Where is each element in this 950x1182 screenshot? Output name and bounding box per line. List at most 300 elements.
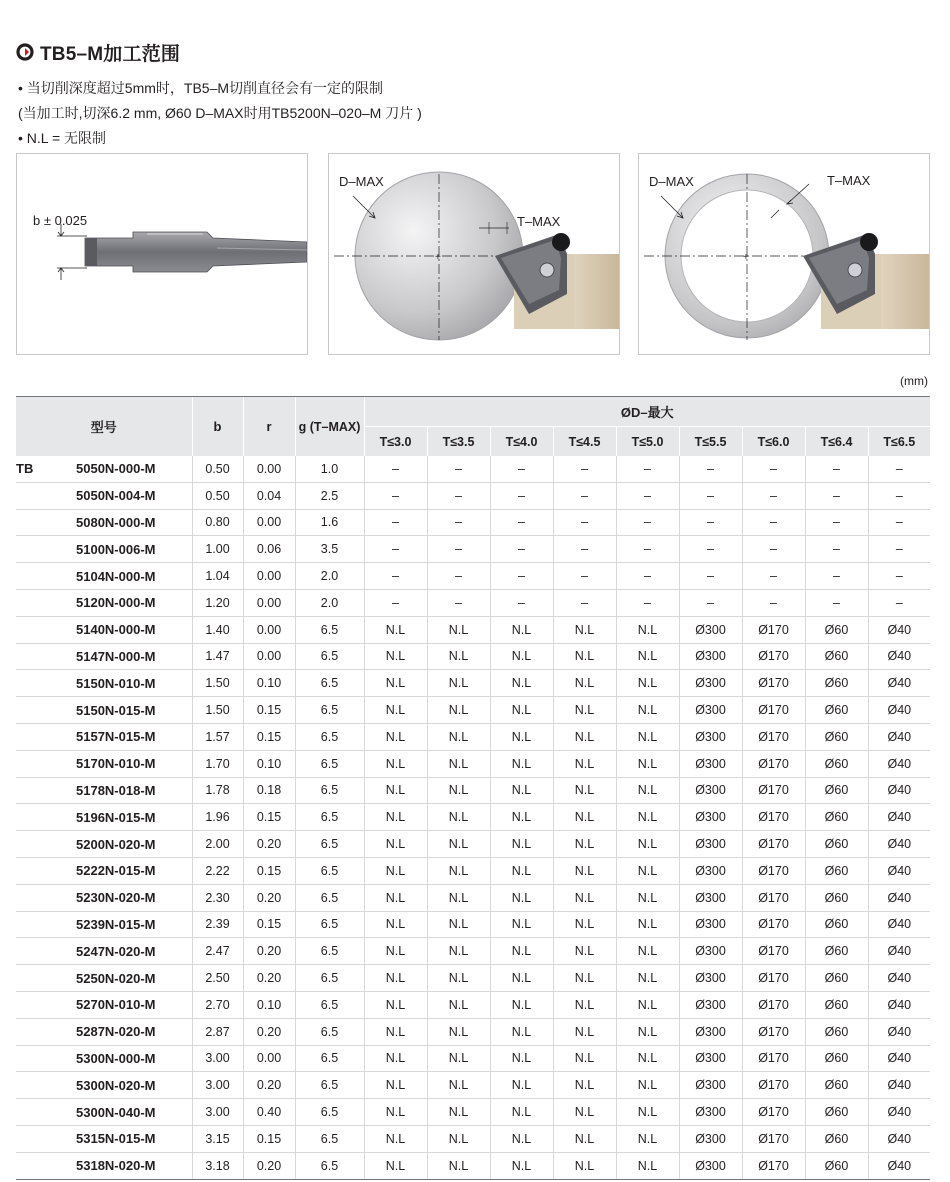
dmax-value-cell: Ø300 bbox=[679, 884, 742, 911]
dmax-value-cell: – bbox=[553, 482, 616, 509]
model-code: 5200N-020-M bbox=[76, 836, 156, 852]
table-row bbox=[16, 482, 930, 509]
dmax-value-cell: Ø60 bbox=[805, 697, 868, 724]
b-value-cell: 2.39 bbox=[192, 911, 243, 938]
dmax-value-cell: Ø60 bbox=[805, 777, 868, 804]
model-code: 5239N-015-M bbox=[76, 916, 156, 932]
dmax-value-cell: – bbox=[868, 589, 930, 616]
b-value-cell: 1.04 bbox=[192, 563, 243, 590]
dmax-value-cell: N.L bbox=[490, 1125, 553, 1152]
model-code-cell bbox=[16, 1072, 192, 1099]
dmax-value-cell: N.L bbox=[427, 1045, 490, 1072]
dmax-value-cell: – bbox=[805, 536, 868, 563]
table-row bbox=[16, 1045, 930, 1072]
dmax-value-cell: Ø300 bbox=[679, 1072, 742, 1099]
r-value-cell: 0.15 bbox=[243, 804, 295, 831]
model-code: 5178N-018-M bbox=[76, 782, 156, 798]
dmax-value-cell: – bbox=[868, 482, 930, 509]
dmax-value-cell: N.L bbox=[553, 777, 616, 804]
b-header: b bbox=[192, 397, 243, 457]
dmax-value-cell: N.L bbox=[427, 1125, 490, 1152]
r-value-cell: 0.40 bbox=[243, 1099, 295, 1126]
table-row bbox=[16, 589, 930, 616]
dmax-value-cell: N.L bbox=[427, 884, 490, 911]
dmax-value-cell: Ø40 bbox=[868, 991, 930, 1018]
g-value-cell: 1.6 bbox=[295, 509, 364, 536]
circle-arrow-icon bbox=[16, 43, 34, 61]
dmax-value-cell: N.L bbox=[616, 1099, 679, 1126]
dmax-value-cell: Ø170 bbox=[742, 1018, 805, 1045]
g-value-cell: 6.5 bbox=[295, 857, 364, 884]
dmax-value-cell: Ø170 bbox=[742, 750, 805, 777]
dmax-value-cell: – bbox=[679, 482, 742, 509]
tmax-column-header: T≤4.0 bbox=[490, 427, 553, 457]
dmax-value-cell: N.L bbox=[616, 777, 679, 804]
dmax-value-cell: – bbox=[427, 456, 490, 482]
dmax-value-cell: Ø40 bbox=[868, 670, 930, 697]
table-row bbox=[16, 723, 930, 750]
table-row bbox=[16, 777, 930, 804]
model-code-cell bbox=[16, 1099, 192, 1126]
dmax-value-cell: Ø170 bbox=[742, 1152, 805, 1179]
dmax-value-cell: – bbox=[742, 536, 805, 563]
model-code: 5247N-020-M bbox=[76, 943, 156, 959]
series-prefix: TB bbox=[16, 461, 34, 477]
dmax-value-cell: Ø60 bbox=[805, 1018, 868, 1045]
dmax-value-cell: N.L bbox=[427, 831, 490, 858]
b-value-cell: 3.18 bbox=[192, 1152, 243, 1179]
dmax-value-cell: Ø40 bbox=[868, 965, 930, 992]
table-row bbox=[16, 1152, 930, 1179]
g-value-cell: 6.5 bbox=[295, 911, 364, 938]
dmax-value-cell: N.L bbox=[427, 750, 490, 777]
dmax-value-cell: – bbox=[868, 456, 930, 482]
dmax-value-cell: N.L bbox=[364, 1045, 427, 1072]
dmax-value-cell: N.L bbox=[490, 1099, 553, 1126]
dmax-value-cell: N.L bbox=[490, 965, 553, 992]
dmax-value-cell: N.L bbox=[364, 670, 427, 697]
r-value-cell: 0.10 bbox=[243, 750, 295, 777]
dmax-value-cell: Ø300 bbox=[679, 938, 742, 965]
r-value-cell: 0.00 bbox=[243, 1045, 295, 1072]
g-value-cell: 6.5 bbox=[295, 1045, 364, 1072]
dmax-value-cell: N.L bbox=[364, 831, 427, 858]
model-code: 5157N-015-M bbox=[76, 729, 156, 745]
g-value-cell: 6.5 bbox=[295, 965, 364, 992]
dmax-value-cell: N.L bbox=[364, 697, 427, 724]
dmax-value-cell: – bbox=[679, 536, 742, 563]
dmax-value-cell: N.L bbox=[364, 1072, 427, 1099]
dmax-value-cell: – bbox=[490, 563, 553, 590]
r-value-cell: 0.04 bbox=[243, 482, 295, 509]
dmax-value-cell: Ø40 bbox=[868, 911, 930, 938]
model-code: 5300N-000-M bbox=[76, 1050, 156, 1066]
g-value-cell: 6.5 bbox=[295, 750, 364, 777]
dmax-value-cell: N.L bbox=[553, 965, 616, 992]
dmax-value-cell: N.L bbox=[427, 857, 490, 884]
dmax-value-cell: Ø170 bbox=[742, 697, 805, 724]
b-value-cell: 1.40 bbox=[192, 616, 243, 643]
dmax-value-cell: Ø60 bbox=[805, 616, 868, 643]
dmax-value-cell: Ø40 bbox=[868, 1125, 930, 1152]
table-row bbox=[16, 670, 930, 697]
width-tolerance-label: b ± 0.025 bbox=[33, 213, 88, 228]
model-code-cell bbox=[16, 965, 192, 992]
dmax-value-cell: Ø40 bbox=[868, 616, 930, 643]
dmax-value-cell: Ø40 bbox=[868, 750, 930, 777]
dmax-value-cell: N.L bbox=[427, 723, 490, 750]
dmax-value-cell: – bbox=[553, 456, 616, 482]
r-value-cell: 0.15 bbox=[243, 723, 295, 750]
table-row bbox=[16, 1018, 930, 1045]
dmax-value-cell: Ø40 bbox=[868, 777, 930, 804]
g-header: g (T–MAX) bbox=[295, 397, 364, 457]
dmax-value-cell: – bbox=[553, 509, 616, 536]
dmax-value-cell: Ø170 bbox=[742, 1045, 805, 1072]
model-code: 5318N-020-M bbox=[76, 1158, 156, 1174]
dmax-value-cell: – bbox=[490, 536, 553, 563]
model-code-cell bbox=[16, 509, 192, 536]
dmax-value-cell: N.L bbox=[364, 938, 427, 965]
dmax-value-cell: Ø300 bbox=[679, 965, 742, 992]
table-row bbox=[16, 643, 930, 670]
model-code-cell bbox=[16, 804, 192, 831]
dmax-value-cell: – bbox=[427, 482, 490, 509]
model-code-cell bbox=[16, 911, 192, 938]
model-code: 5104N-000-M bbox=[76, 568, 156, 584]
b-value-cell: 2.30 bbox=[192, 884, 243, 911]
dmax-value-cell: N.L bbox=[427, 643, 490, 670]
model-code-cell bbox=[16, 777, 192, 804]
dmax-value-cell: Ø60 bbox=[805, 884, 868, 911]
tmax-column-header: T≤6.0 bbox=[742, 427, 805, 457]
dmax-value-cell: N.L bbox=[364, 750, 427, 777]
table-row bbox=[16, 965, 930, 992]
dmax-value-cell: – bbox=[364, 563, 427, 590]
model-code: 5140N-000-M bbox=[76, 622, 156, 638]
tmax-column-header: T≤6.4 bbox=[805, 427, 868, 457]
table-row bbox=[16, 1125, 930, 1152]
spec-table-body bbox=[16, 456, 930, 1179]
dmax-value-cell: N.L bbox=[616, 1045, 679, 1072]
b-value-cell: 1.50 bbox=[192, 670, 243, 697]
dmax-value-cell: – bbox=[742, 563, 805, 590]
r-header: r bbox=[243, 397, 295, 457]
dmax-value-cell: Ø60 bbox=[805, 1072, 868, 1099]
dmax-value-cell: Ø60 bbox=[805, 643, 868, 670]
g-value-cell: 6.5 bbox=[295, 884, 364, 911]
dmax-value-cell: – bbox=[679, 456, 742, 482]
dmax-value-cell: Ø40 bbox=[868, 1045, 930, 1072]
r-value-cell: 0.15 bbox=[243, 1125, 295, 1152]
dmax-value-cell: – bbox=[490, 456, 553, 482]
dmax-value-cell: – bbox=[364, 589, 427, 616]
dmax-label: D–MAX bbox=[649, 174, 694, 189]
dmax-value-cell: Ø40 bbox=[868, 1072, 930, 1099]
model-code-cell bbox=[16, 643, 192, 670]
dmax-value-cell: Ø300 bbox=[679, 1045, 742, 1072]
dmax-value-cell: N.L bbox=[553, 670, 616, 697]
b-value-cell: 0.50 bbox=[192, 456, 243, 482]
dmax-value-cell: Ø170 bbox=[742, 884, 805, 911]
dmax-value-cell: – bbox=[490, 509, 553, 536]
dmax-value-cell: N.L bbox=[616, 1018, 679, 1045]
dmax-value-cell: Ø170 bbox=[742, 831, 805, 858]
dmax-value-cell: N.L bbox=[364, 1018, 427, 1045]
model-code: 5300N-020-M bbox=[76, 1077, 156, 1093]
model-code-cell bbox=[16, 1125, 192, 1152]
dmax-value-cell: Ø40 bbox=[868, 884, 930, 911]
notes bbox=[18, 76, 422, 151]
g-value-cell: 2.0 bbox=[295, 589, 364, 616]
dmax-value-cell: N.L bbox=[616, 750, 679, 777]
dmax-value-cell: Ø170 bbox=[742, 965, 805, 992]
note-depth-limit: • 当切削深度超过5mm时，TB5–M切削直径会有一定的限制 bbox=[18, 80, 384, 96]
dmax-value-cell: Ø60 bbox=[805, 1099, 868, 1126]
r-value-cell: 0.20 bbox=[243, 1152, 295, 1179]
dmax-value-cell: N.L bbox=[427, 616, 490, 643]
g-value-cell: 6.5 bbox=[295, 1018, 364, 1045]
dmax-value-cell: N.L bbox=[616, 965, 679, 992]
dmax-value-cell: N.L bbox=[364, 965, 427, 992]
dmax-value-cell: N.L bbox=[364, 777, 427, 804]
dmax-value-cell: Ø40 bbox=[868, 831, 930, 858]
dmax-value-cell: N.L bbox=[364, 643, 427, 670]
table-row bbox=[16, 1072, 930, 1099]
dmax-group-header: ØD–最大 bbox=[364, 397, 930, 427]
dmax-value-cell: N.L bbox=[553, 911, 616, 938]
model-code: 5230N-020-M bbox=[76, 890, 156, 906]
tmax-label: T–MAX bbox=[827, 173, 871, 188]
model-code-cell bbox=[16, 563, 192, 590]
g-value-cell: 6.5 bbox=[295, 697, 364, 724]
dmax-value-cell: – bbox=[679, 563, 742, 590]
dmax-value-cell: N.L bbox=[364, 911, 427, 938]
dmax-value-cell: Ø60 bbox=[805, 965, 868, 992]
b-value-cell: 2.70 bbox=[192, 991, 243, 1018]
dmax-value-cell: N.L bbox=[364, 1099, 427, 1126]
dmax-value-cell: N.L bbox=[616, 831, 679, 858]
model-code: 5300N-040-M bbox=[76, 1104, 156, 1120]
b-value-cell: 1.47 bbox=[192, 643, 243, 670]
model-code: 5222N-015-M bbox=[76, 863, 156, 879]
r-value-cell: 0.00 bbox=[243, 643, 295, 670]
r-value-cell: 0.00 bbox=[243, 509, 295, 536]
dmax-value-cell: N.L bbox=[616, 1152, 679, 1179]
dmax-value-cell: Ø170 bbox=[742, 1125, 805, 1152]
table-row bbox=[16, 938, 930, 965]
dmax-label: D–MAX bbox=[339, 174, 384, 189]
r-value-cell: 0.20 bbox=[243, 938, 295, 965]
model-code-cell bbox=[16, 670, 192, 697]
b-value-cell: 0.80 bbox=[192, 509, 243, 536]
dmax-value-cell: – bbox=[868, 536, 930, 563]
model-code: 5250N-020-M bbox=[76, 970, 156, 986]
dmax-value-cell: Ø60 bbox=[805, 991, 868, 1018]
dmax-value-cell: – bbox=[805, 509, 868, 536]
dmax-value-cell: N.L bbox=[427, 1099, 490, 1126]
model-code: 5100N-006-M bbox=[76, 541, 156, 557]
dmax-value-cell: – bbox=[427, 536, 490, 563]
dmax-value-cell: N.L bbox=[364, 804, 427, 831]
model-code: 5150N-010-M bbox=[76, 675, 156, 691]
dmax-value-cell: N.L bbox=[490, 697, 553, 724]
dmax-value-cell: N.L bbox=[490, 1072, 553, 1099]
dmax-value-cell: N.L bbox=[616, 938, 679, 965]
dmax-value-cell: – bbox=[364, 482, 427, 509]
model-code: 5196N-015-M bbox=[76, 809, 156, 825]
dmax-value-cell: – bbox=[679, 509, 742, 536]
model-code: 5315N-015-M bbox=[76, 1131, 156, 1147]
model-code: 5147N-000-M bbox=[76, 648, 156, 664]
dmax-value-cell: N.L bbox=[553, 1152, 616, 1179]
dmax-value-cell: N.L bbox=[490, 723, 553, 750]
dmax-value-cell: Ø170 bbox=[742, 1072, 805, 1099]
dmax-value-cell: N.L bbox=[616, 991, 679, 1018]
dmax-value-cell: N.L bbox=[490, 1018, 553, 1045]
dmax-value-cell: N.L bbox=[364, 723, 427, 750]
dmax-value-cell: N.L bbox=[490, 938, 553, 965]
dmax-value-cell: Ø300 bbox=[679, 804, 742, 831]
model-code: 5080N-000-M bbox=[76, 514, 156, 530]
dmax-value-cell: – bbox=[427, 589, 490, 616]
r-value-cell: 0.06 bbox=[243, 536, 295, 563]
g-value-cell: 6.5 bbox=[295, 777, 364, 804]
g-value-cell: 6.5 bbox=[295, 804, 364, 831]
dmax-value-cell: – bbox=[616, 509, 679, 536]
model-code: 5120N-000-M bbox=[76, 595, 156, 611]
model-code-cell bbox=[16, 697, 192, 724]
tmax-column-header: T≤5.0 bbox=[616, 427, 679, 457]
spec-table bbox=[16, 396, 930, 1180]
dmax-value-cell: N.L bbox=[553, 804, 616, 831]
r-value-cell: 0.20 bbox=[243, 1018, 295, 1045]
dmax-value-cell: N.L bbox=[427, 1152, 490, 1179]
dmax-value-cell: N.L bbox=[553, 1125, 616, 1152]
model-code-cell bbox=[16, 723, 192, 750]
dmax-value-cell: – bbox=[427, 509, 490, 536]
dmax-value-cell: Ø60 bbox=[805, 723, 868, 750]
dmax-value-cell: N.L bbox=[490, 777, 553, 804]
figure-hollow-workpiece bbox=[638, 153, 930, 355]
model-header: 型号 bbox=[16, 397, 192, 457]
dmax-value-cell: N.L bbox=[490, 857, 553, 884]
dmax-value-cell: N.L bbox=[364, 857, 427, 884]
dmax-value-cell: – bbox=[553, 536, 616, 563]
dmax-value-cell: – bbox=[868, 563, 930, 590]
table-row bbox=[16, 857, 930, 884]
figure-solid-workpiece bbox=[328, 153, 620, 355]
model-code-cell bbox=[16, 991, 192, 1018]
g-value-cell: 6.5 bbox=[295, 1125, 364, 1152]
dmax-value-cell: – bbox=[742, 456, 805, 482]
note-example: (当加工时,切深6.2 mm, Ø60 D–MAX时用TB5200N–020–M 刀片 ) bbox=[18, 105, 422, 121]
r-value-cell: 0.15 bbox=[243, 857, 295, 884]
b-value-cell: 3.00 bbox=[192, 1099, 243, 1126]
table-row bbox=[16, 616, 930, 643]
dmax-value-cell: Ø300 bbox=[679, 616, 742, 643]
dmax-value-cell: Ø170 bbox=[742, 670, 805, 697]
model-code: 5050N-000-M bbox=[76, 461, 156, 477]
model-code-cell bbox=[16, 1152, 192, 1179]
r-value-cell: 0.10 bbox=[243, 670, 295, 697]
dmax-value-cell: N.L bbox=[427, 911, 490, 938]
b-value-cell: 3.00 bbox=[192, 1045, 243, 1072]
b-value-cell: 1.50 bbox=[192, 697, 243, 724]
dmax-value-cell: Ø170 bbox=[742, 616, 805, 643]
dmax-value-cell: Ø60 bbox=[805, 750, 868, 777]
svg-text:+: + bbox=[435, 252, 441, 263]
b-value-cell: 1.57 bbox=[192, 723, 243, 750]
dmax-value-cell: N.L bbox=[616, 804, 679, 831]
unit-label: (mm) bbox=[900, 374, 928, 388]
r-value-cell: 0.00 bbox=[243, 456, 295, 482]
g-value-cell: 3.5 bbox=[295, 536, 364, 563]
g-value-cell: 6.5 bbox=[295, 1099, 364, 1126]
dmax-value-cell: N.L bbox=[427, 697, 490, 724]
dmax-value-cell: N.L bbox=[553, 991, 616, 1018]
insert-side-view-illustration bbox=[17, 154, 307, 354]
dmax-value-cell: N.L bbox=[427, 991, 490, 1018]
dmax-value-cell: – bbox=[805, 456, 868, 482]
dmax-value-cell: Ø300 bbox=[679, 750, 742, 777]
dmax-value-cell: N.L bbox=[616, 616, 679, 643]
b-value-cell: 2.22 bbox=[192, 857, 243, 884]
dmax-value-cell: N.L bbox=[490, 643, 553, 670]
table-row bbox=[16, 991, 930, 1018]
dmax-value-cell: – bbox=[364, 509, 427, 536]
model-code-cell bbox=[16, 536, 192, 563]
g-value-cell: 6.5 bbox=[295, 643, 364, 670]
dmax-value-cell: Ø40 bbox=[868, 643, 930, 670]
dmax-value-cell: – bbox=[553, 563, 616, 590]
dmax-value-cell: – bbox=[616, 563, 679, 590]
table-row bbox=[16, 509, 930, 536]
dmax-value-cell: N.L bbox=[553, 938, 616, 965]
dmax-value-cell: N.L bbox=[616, 723, 679, 750]
b-value-cell: 3.00 bbox=[192, 1072, 243, 1099]
figure-insert-width bbox=[16, 153, 308, 355]
dmax-value-cell: N.L bbox=[364, 1152, 427, 1179]
dmax-value-cell: Ø170 bbox=[742, 938, 805, 965]
model-code-cell bbox=[16, 616, 192, 643]
dmax-value-cell: N.L bbox=[616, 1072, 679, 1099]
dmax-value-cell: Ø170 bbox=[742, 911, 805, 938]
dmax-value-cell: – bbox=[364, 456, 427, 482]
dmax-value-cell: – bbox=[616, 456, 679, 482]
b-value-cell: 2.87 bbox=[192, 1018, 243, 1045]
dmax-value-cell: Ø170 bbox=[742, 857, 805, 884]
r-value-cell: 0.00 bbox=[243, 616, 295, 643]
g-value-cell: 6.5 bbox=[295, 670, 364, 697]
dmax-value-cell: – bbox=[679, 589, 742, 616]
g-value-cell: 6.5 bbox=[295, 1152, 364, 1179]
dmax-value-cell: – bbox=[742, 589, 805, 616]
dmax-value-cell: N.L bbox=[490, 750, 553, 777]
dmax-value-cell: Ø170 bbox=[742, 643, 805, 670]
r-value-cell: 0.20 bbox=[243, 965, 295, 992]
dmax-value-cell: N.L bbox=[427, 777, 490, 804]
dmax-value-cell: Ø300 bbox=[679, 1152, 742, 1179]
b-value-cell: 2.50 bbox=[192, 965, 243, 992]
model-code: 5050N-004-M bbox=[76, 488, 156, 504]
dmax-value-cell: N.L bbox=[553, 1045, 616, 1072]
dmax-value-cell: Ø170 bbox=[742, 991, 805, 1018]
dmax-value-cell: – bbox=[616, 589, 679, 616]
g-value-cell: 6.5 bbox=[295, 991, 364, 1018]
model-code: 5150N-015-M bbox=[76, 702, 156, 718]
dmax-value-cell: N.L bbox=[616, 857, 679, 884]
